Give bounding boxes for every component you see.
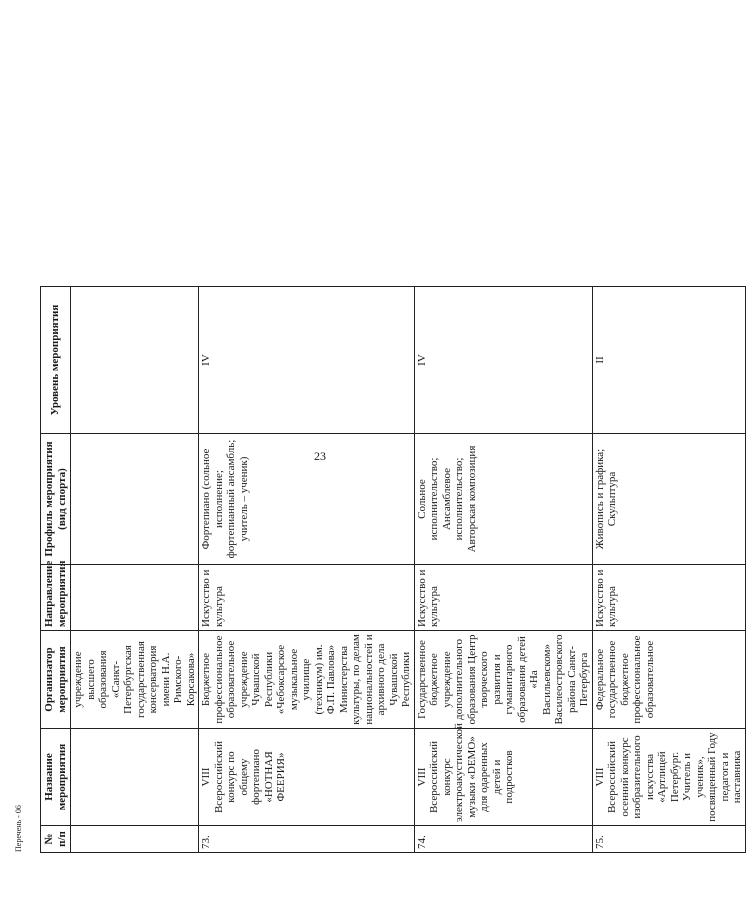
header-organizer: Организатор мероприятия <box>41 631 71 729</box>
cell-name: VIII Всероссийский конкурс по общему фортепиано «НОТНАЯ ФЕЕРИЯ» <box>199 729 415 826</box>
table-header-row <box>41 42 71 853</box>
cell-name: VIII Всероссийский конкурс электроакустической музыки «DEMO» для одаренных детей и подростков <box>414 729 592 826</box>
header-profile: Профиль мероприятия (вид спорта) <box>41 434 71 565</box>
cell-organizer: учреждение высшего образования «Санкт-Петербургская государственная консерватория имени Н.А. Римского-Корсакова» <box>71 631 199 729</box>
cell-profile: Фортепиано (сольное исполнение; фортепианный ансамбль; учитель – ученик) <box>199 434 415 565</box>
table-row <box>414 42 592 853</box>
header-num: № п/п <box>41 826 71 853</box>
cell-organizer: Федеральное государственное бюджетное профессиональное образовательное <box>592 631 745 729</box>
footer-note: Перечень - 06 <box>14 805 23 852</box>
table-row <box>592 42 745 853</box>
cell-num: 74. <box>414 826 592 853</box>
cell-direction <box>71 565 199 631</box>
cell-direction: Искусство и культура <box>414 565 592 631</box>
cell-level <box>71 287 199 434</box>
events-table <box>40 41 746 853</box>
cell-num: 73. <box>199 826 415 853</box>
cell-level: IV <box>414 287 592 434</box>
header-direction: Направление мероприятия <box>41 565 71 631</box>
events-table-rotated <box>40 41 743 853</box>
cell-name: VIII Всероссийский осенний конкурс изобразительного искусства «Артлицей Петербург. Учитель и ученик», посвященный Году педагога и наставника <box>592 729 745 826</box>
cell-profile <box>71 434 199 565</box>
cell-num: 75. <box>592 826 745 853</box>
cell-num <box>71 826 199 853</box>
header-name: Название мероприятия <box>41 729 71 826</box>
cell-name <box>71 729 199 826</box>
cell-direction: Искусство и культура <box>199 565 415 631</box>
cell-organizer: Бюджетное профессиональное образовательное учреждение Чувашской Республики «Чебоксарское музыкальное училище (техникум) им. Ф.П. Павлова» Министерства культуры, по делам национальностей и архивного дела Чувашской Республики <box>199 631 415 729</box>
cell-profile: Живопись и графика; Скульптура <box>592 434 745 565</box>
cell-profile: Сольное исполнительство; Ансамблевое исполнительство; Авторская композиция <box>414 434 592 565</box>
cell-level: II <box>592 287 745 434</box>
cell-organizer: Государственное бюджетное учреждение дополнительного образования Центр творческого развития и гуманитарного образования детей «На Васильевском» Василеостровского района Санкт-Петербурга <box>414 631 592 729</box>
table-row <box>71 42 199 853</box>
cell-direction: Искусство и культура <box>592 565 745 631</box>
page-number: 23 <box>314 449 326 463</box>
cell-level: IV <box>199 287 415 434</box>
header-level: Уровень мероприятия <box>41 287 71 434</box>
table-row <box>199 42 415 853</box>
